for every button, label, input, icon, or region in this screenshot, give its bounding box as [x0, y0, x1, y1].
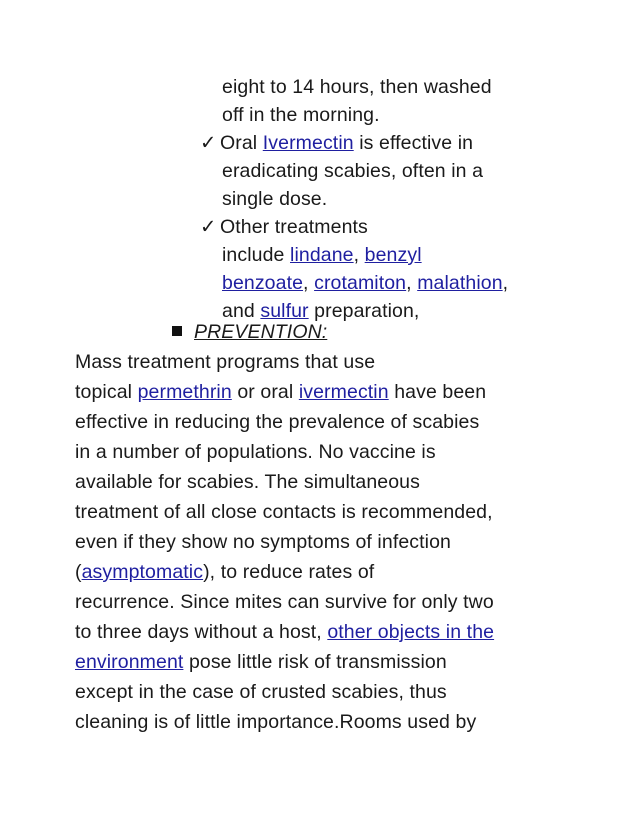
list-item-text — [222, 187, 327, 211]
text-line: treatment of all close contacts is recommended, — [75, 501, 493, 523]
paragraph-line — [75, 590, 494, 614]
link-benzyl[interactable]: benzyl — [364, 244, 422, 266]
checkmark-icon: ✓ — [200, 132, 217, 154]
link-benzoate[interactable]: benzoate — [222, 272, 304, 294]
text-line: available for scabies. The simultaneous — [75, 471, 420, 493]
list-item-text — [222, 75, 492, 99]
text-segment: have been — [388, 381, 487, 403]
list-item-text — [222, 243, 422, 267]
paragraph-line — [75, 440, 436, 464]
paragraph-line — [75, 680, 447, 704]
text-line: eradicating scabies, often in a — [222, 160, 484, 182]
link-other-objects[interactable]: other objects in the — [327, 621, 495, 643]
link-crotamiton[interactable]: crotamiton — [314, 272, 407, 294]
paragraph-line — [75, 620, 494, 644]
text-line: single dose. — [222, 188, 328, 210]
text-line: cleaning is of little importance.Rooms used by — [75, 711, 477, 733]
text-segment: , — [406, 272, 418, 294]
text-segment: Other treatments — [220, 216, 368, 238]
link-ivermectin-capital[interactable]: Ivermectin — [262, 132, 354, 154]
paragraph-line — [75, 530, 451, 554]
text-segment: pose little risk of transmission — [183, 651, 447, 673]
text-line: except in the case of crusted scabies, thus — [75, 681, 447, 703]
heading-text: PREVENTION: — [194, 321, 328, 343]
list-item-text — [222, 159, 483, 183]
text-segment: or oral — [231, 381, 299, 403]
link-sulfur[interactable]: sulfur — [260, 300, 309, 322]
paragraph-line — [75, 350, 375, 374]
text-segment: Oral — [220, 132, 263, 154]
text-segment: , — [303, 272, 315, 294]
text-segment: to three days without a host, — [75, 621, 328, 643]
text-segment: include — [222, 244, 291, 266]
paragraph-line — [75, 710, 476, 734]
paragraph-line — [75, 500, 493, 524]
text-line: in a number of populations. No vaccine is — [75, 441, 436, 463]
text-segment: and — [222, 300, 261, 322]
link-malathion[interactable]: malathion — [417, 272, 503, 294]
list-item-other-treatments — [200, 215, 368, 239]
square-bullet-icon — [172, 326, 182, 336]
list-item-ivermectin — [200, 131, 473, 155]
text-line: recurrence. Since mites can survive for only two — [75, 591, 494, 613]
list-item-text — [222, 271, 508, 295]
paragraph-line — [75, 470, 420, 494]
text-segment: , — [353, 244, 365, 266]
paragraph-line — [75, 560, 374, 584]
text-segment: , — [502, 272, 509, 294]
text-line: Mass treatment programs that use — [75, 351, 376, 373]
paragraph-line — [75, 410, 479, 434]
link-environment[interactable]: environment — [75, 651, 184, 673]
text-segment: topical — [75, 381, 138, 403]
list-item-text — [222, 103, 380, 127]
paragraph-line — [75, 380, 486, 404]
link-asymptomatic[interactable]: asymptomatic — [81, 561, 204, 583]
text-line: effective in reducing the prevalence of scabies — [75, 411, 480, 433]
link-permethrin[interactable]: permethrin — [137, 381, 232, 403]
link-lindane[interactable]: lindane — [290, 244, 354, 266]
checkmark-icon: ✓ — [200, 216, 217, 238]
section-heading — [172, 320, 327, 344]
text-segment: is effective in — [353, 132, 474, 154]
text-line: even if they show no symptoms of infection — [75, 531, 451, 553]
link-ivermectin[interactable]: ivermectin — [298, 381, 389, 403]
text-segment: ), to reduce rates of — [203, 561, 375, 583]
text-segment: ( — [75, 561, 82, 583]
text-segment: preparation, — [308, 300, 420, 322]
paragraph-line — [75, 650, 447, 674]
text-line: eight to 14 hours, then washed — [222, 76, 492, 98]
text-line: off in the morning. — [222, 104, 380, 126]
